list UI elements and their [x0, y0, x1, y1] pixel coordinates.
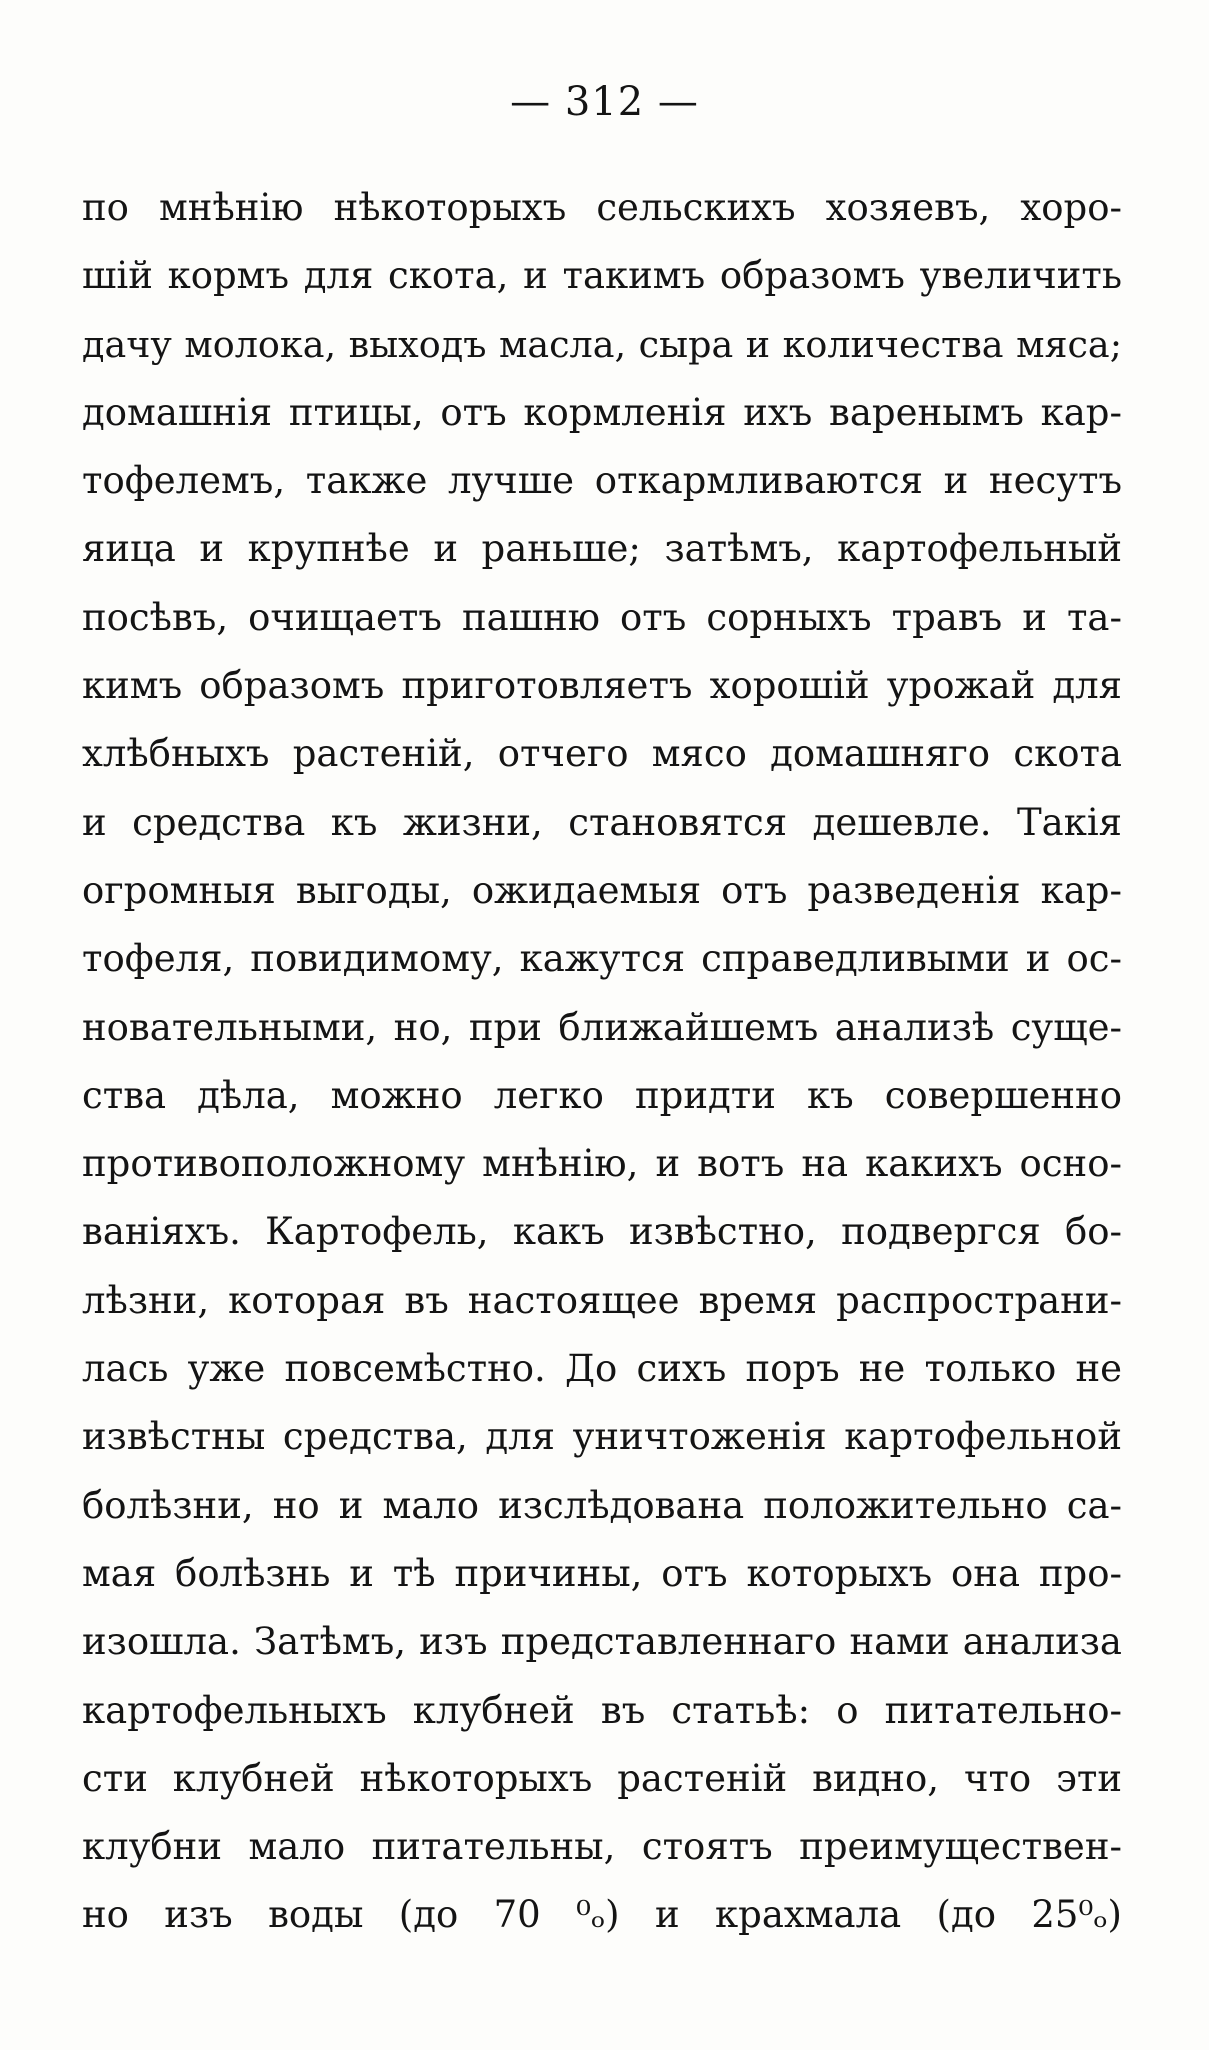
text-line: посѣвъ, очищаетъ пашню отъ сорныхъ травъ и та-: [82, 595, 1122, 639]
text-line: лась уже повсемѣстно. До сихъ поръ не только не: [82, 1347, 1122, 1391]
text-line: и средства къ жизни, становятся дешевле. Такія: [82, 800, 1122, 844]
text-line: хлѣбныхъ растеній, отчего мясо домашняго скота: [82, 732, 1122, 776]
text-line: сти клубней нѣкоторыхъ растеній видно, что эти: [82, 1756, 1122, 1800]
text-line: шій кормъ для скота, и такимъ образомъ увеличить: [82, 254, 1122, 298]
text-line: изошла. Затѣмъ, изъ представленнаго нами анализа: [82, 1620, 1122, 1664]
text-line: мая болѣзнь и тѣ причины, отъ которыхъ она про-: [82, 1551, 1122, 1595]
text-line: клубни мало питательны, стоятъ преимуществен-: [82, 1825, 1122, 1869]
text-line: ства дѣла, можно легко придти къ совершенно: [82, 1073, 1122, 1117]
text-line: тофелемъ, также лучше откармливаются и несутъ: [82, 459, 1122, 503]
text-line: дачу молока, выходъ масла, сыра и количества мяса;: [82, 322, 1122, 366]
text-line: домашнія птицы, отъ кормленія ихъ варенымъ кар-: [82, 390, 1122, 434]
text-line: картофельныхъ клубней въ статьѣ: о питательно-: [82, 1688, 1122, 1732]
text-line: но изъ воды (до 70 ⁰ₒ) и крахмала (до 25⁰ₒ): [82, 1893, 1122, 1937]
text-line: новательными, но, при ближайшемъ анализѣ суще-: [82, 1005, 1122, 1049]
text-line: огромныя выгоды, ожидаемыя отъ разведенія кар-: [82, 868, 1122, 912]
text-line: противоположному мнѣнію, и вотъ на какихъ осно-: [82, 1142, 1122, 1186]
text-line: лѣзни, которая въ настоящее время распространи-: [82, 1278, 1122, 1322]
body-text: [82, 174, 1122, 1950]
text-line: ваніяхъ. Картофель, какъ извѣстно, подвергся бо-: [82, 1210, 1122, 1254]
text-line: яица и крупнѣе и раньше; затѣмъ, картофельный: [82, 527, 1122, 571]
text-line: по мнѣнію нѣкоторыхъ сельскихъ хозяевъ, хоро-: [82, 186, 1122, 229]
text-line: болѣзни, но и мало изслѣдована положительно са-: [82, 1483, 1122, 1527]
text-line: извѣстны средства, для уничтоженія картофельной: [82, 1415, 1122, 1459]
text-line: кимъ образомъ приготовляетъ хорошій урожай для: [82, 664, 1122, 708]
text-line: тофеля, повидимому, кажутся справедливыми и ос-: [82, 937, 1122, 981]
page-number: — 312 —: [510, 79, 699, 125]
